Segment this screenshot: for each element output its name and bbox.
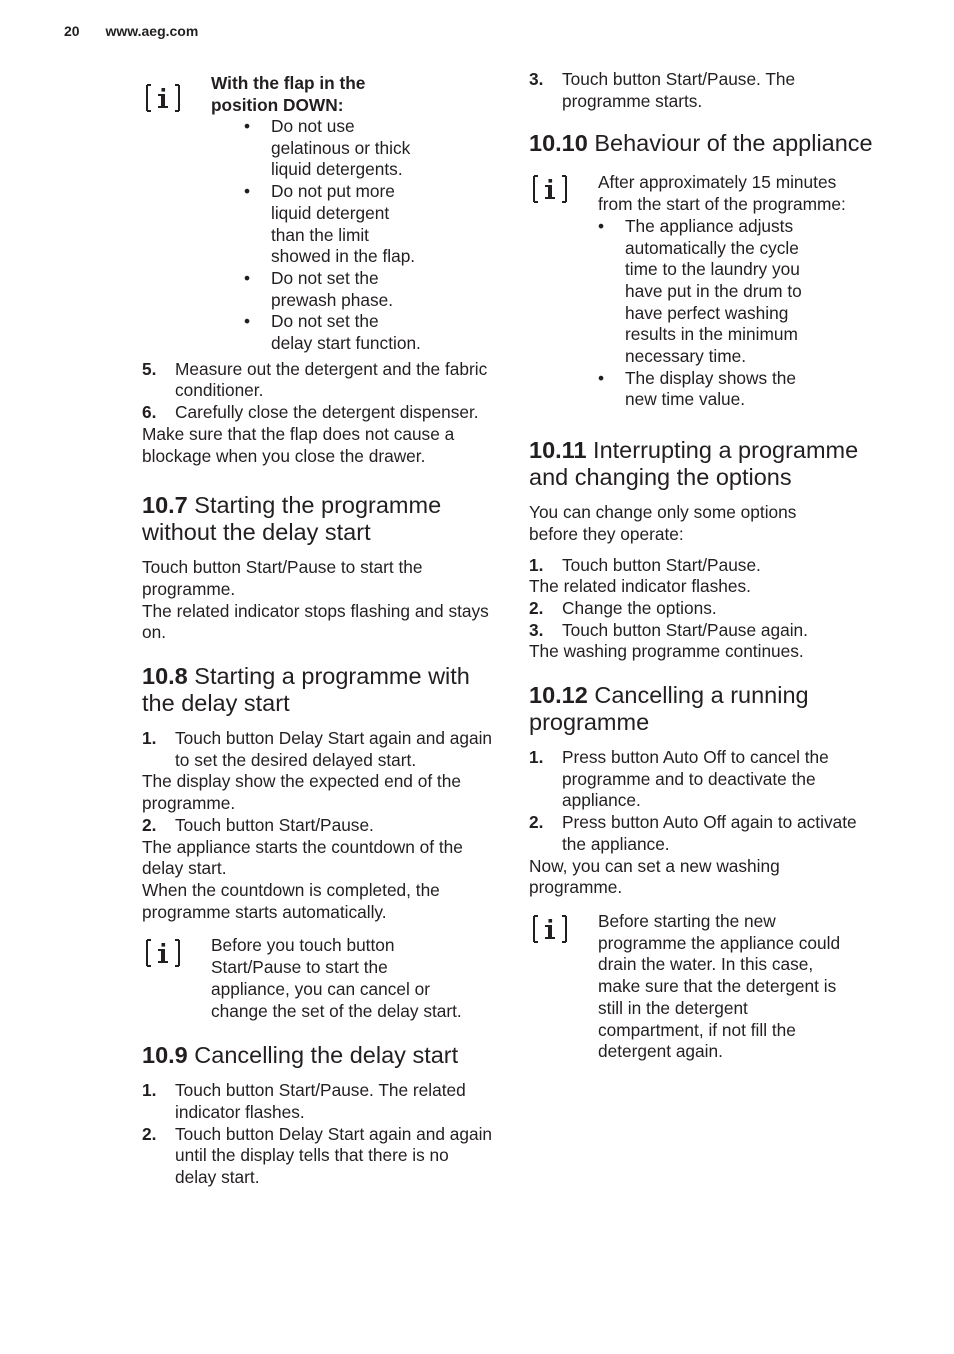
step-text: Carefully close the detergent dispenser. <box>175 402 479 423</box>
list-item: • Do not set the delay start function. <box>244 311 422 354</box>
delay-start-info-note <box>142 935 494 1022</box>
step-text: Touch button Start/Pause. The programme starts. <box>562 69 796 111</box>
step-item <box>529 812 874 855</box>
section-title: Behaviour of the appliance <box>594 130 873 157</box>
step-text: Touch button Start/Pause again. <box>562 619 808 640</box>
paragraph: The related indicator stops flashing and stays on. <box>142 600 489 643</box>
section-10-7-heading <box>142 492 494 546</box>
section-title: Interrupting a programme and changing the options <box>529 437 859 491</box>
step-text: Measure out the detergent and the fabric conditioner. <box>175 358 488 401</box>
paragraph: When the countdown is completed, the programme starts automatically. <box>142 879 440 922</box>
step-item <box>142 1080 494 1123</box>
flap-note-list <box>211 116 422 355</box>
section-title: Cancelling a running programme <box>529 682 809 736</box>
section-number: 10.10 <box>529 130 588 157</box>
drain-info-note <box>529 911 874 1063</box>
website-url: www.aeg.com <box>105 23 199 39</box>
section-10-12-heading <box>529 682 874 736</box>
step-item <box>142 1124 494 1189</box>
step-number: 2. <box>142 814 157 835</box>
step-item <box>142 728 494 771</box>
delay-start-steps <box>142 728 494 771</box>
step-number: 2. <box>529 597 544 618</box>
info-icon <box>145 82 181 114</box>
step-number: 1. <box>142 728 157 749</box>
info-icon <box>145 937 181 969</box>
section-10-10-heading <box>529 130 874 157</box>
step-number: 6. <box>142 402 157 423</box>
info-icon <box>532 913 568 945</box>
step-text: Press button Auto Off again to activate the appliance. <box>562 812 857 854</box>
list-item: • The display shows the new time value. <box>598 368 828 411</box>
list-item: • Do not use gelatinous or thick liquid detergents. <box>244 116 422 181</box>
step-item <box>142 815 494 837</box>
step-text: Change the options. <box>562 597 717 618</box>
step-number: 1. <box>529 554 544 575</box>
paragraph: Touch button Start/Pause to start the programme. <box>142 557 423 599</box>
step-number: 5. <box>142 358 157 379</box>
step-text: Touch button Start/Pause. <box>175 814 374 835</box>
step-text: Touch button Start/Pause. The related indicator flashes. <box>175 1080 466 1122</box>
paragraph: The display show the expected end of the programme. <box>142 771 461 814</box>
note-intro: After approximately 15 minutes from the start of the programme: <box>598 172 846 215</box>
paragraph: The washing programme continues. <box>529 641 804 662</box>
step-number: 1. <box>142 1080 157 1101</box>
page-header <box>64 23 198 39</box>
section-number: 10.8 <box>142 663 188 690</box>
section-title: Cancelling the delay start <box>194 1042 459 1069</box>
step-number: 3. <box>529 619 544 640</box>
right-column <box>529 66 874 1063</box>
flap-note-title: With the flap in the position DOWN: <box>211 73 366 115</box>
section-10-11-heading <box>529 437 874 491</box>
detergent-steps <box>142 359 494 424</box>
note-text: Before you touch button Start/Pause to start the appliance, you can cancel or change the set of the delay start. <box>211 935 462 1021</box>
delay-start-steps-2 <box>142 815 494 837</box>
cancel-programme-steps <box>529 747 874 856</box>
step-item <box>142 402 494 424</box>
paragraph: You can change only some options before they operate: <box>529 502 797 544</box>
paragraph: The related indicator flashes. <box>529 576 751 597</box>
step-text: Touch button Start/Pause. <box>562 554 761 575</box>
cancel-delay-steps <box>142 1080 494 1189</box>
behaviour-info-note <box>529 172 874 411</box>
section-number: 10.7 <box>142 492 188 519</box>
note-text: Before starting the new programme the appliance could drain the water. In this case, make sure that the detergent is still in the detergent compartment, if not fill the detergent again. <box>598 910 841 1062</box>
step-number: 3. <box>529 69 544 89</box>
step-text: Touch button Delay Start again and again to set the desired delayed start. <box>175 728 493 770</box>
section-title: Starting the programme without the delay start <box>142 492 442 546</box>
page-number: 20 <box>64 23 80 39</box>
start-steps <box>529 69 874 112</box>
options-steps-2 <box>529 598 874 641</box>
paragraph: The appliance starts the countdown of the delay start. <box>142 836 463 879</box>
section-10-9-heading <box>142 1042 494 1069</box>
info-icon <box>532 173 568 205</box>
step-number: 1. <box>529 747 544 768</box>
left-column <box>142 66 494 1189</box>
flap-info-note <box>142 73 494 355</box>
step-item <box>529 69 874 112</box>
section-number: 10.11 <box>529 437 587 464</box>
step-text: Press button Auto Off to cancel the programme and to deactivate the appliance. <box>562 747 829 811</box>
step-item <box>529 620 874 642</box>
step-item <box>529 747 874 812</box>
list-item: • The appliance adjusts automatically the cycle time to the laundry you have put in the drum to have perfect washing results in the minimum necessary time. <box>598 216 828 368</box>
list-item: • Do not put more liquid detergent than the limit showed in the flap. <box>244 181 422 268</box>
options-steps <box>529 555 874 577</box>
paragraph: Now, you can set a new washing programme. <box>529 855 780 898</box>
section-number: 10.12 <box>529 682 588 709</box>
step-text: Touch button Delay Start again and again until the display tells that there is no delay start. <box>175 1123 493 1188</box>
flap-warning-text: Make sure that the flap does not cause a blockage when you close the drawer. <box>142 423 455 466</box>
step-item <box>142 359 494 402</box>
step-item <box>529 598 874 620</box>
list-item: • Do not set the prewash phase. <box>244 268 422 311</box>
section-number: 10.9 <box>142 1042 188 1069</box>
section-10-8-heading <box>142 663 494 717</box>
step-item <box>529 555 874 577</box>
section-title: Starting a programme with the delay start <box>142 663 470 717</box>
behaviour-list <box>598 216 828 411</box>
step-number: 2. <box>529 812 544 833</box>
step-number: 2. <box>142 1123 157 1144</box>
